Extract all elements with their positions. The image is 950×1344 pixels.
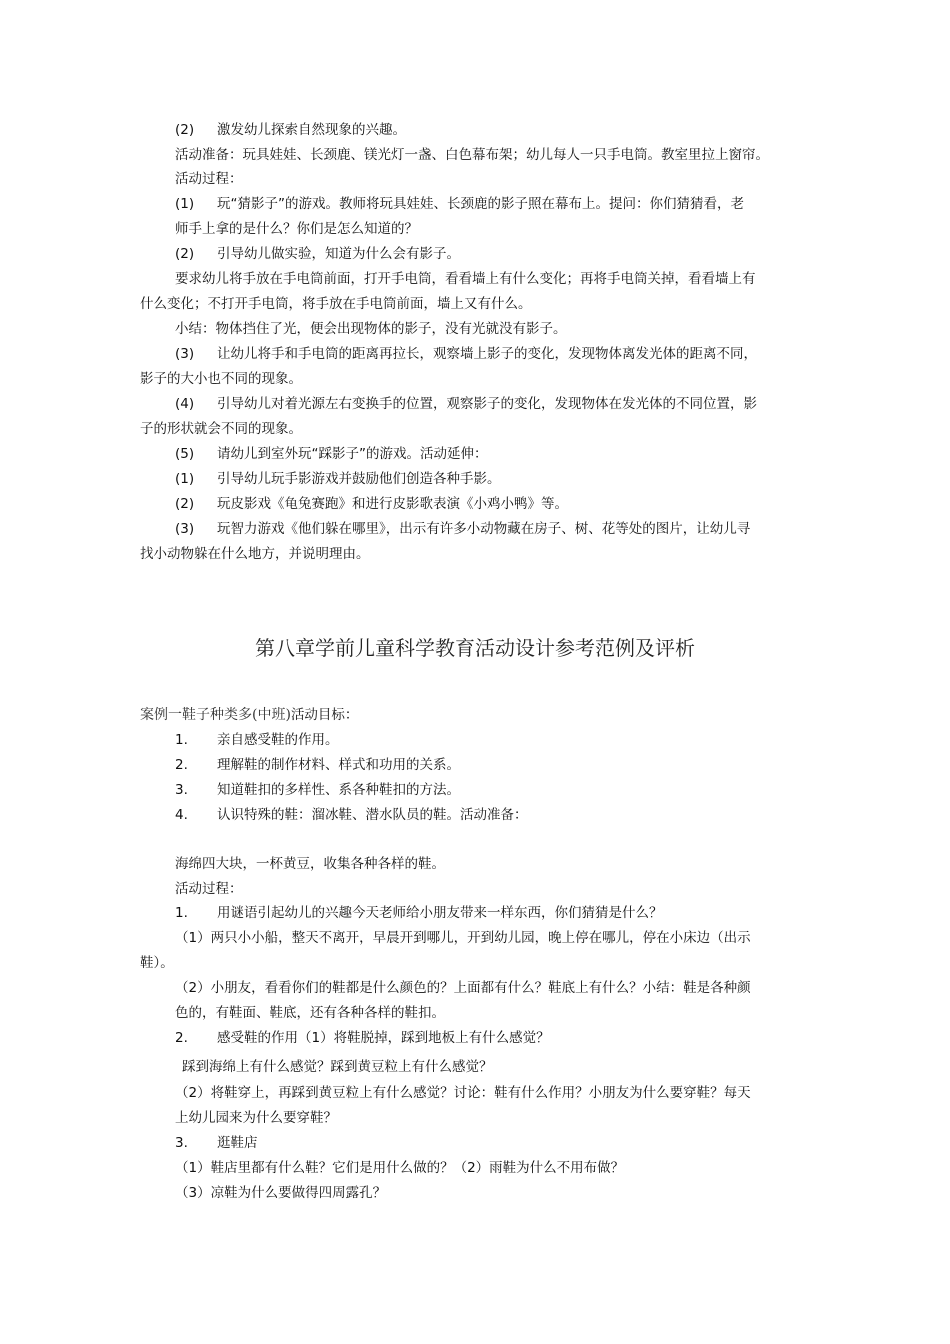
item-text: 亲自感受鞋的作用。 — [217, 732, 339, 748]
paragraph-line — [175, 245, 460, 263]
paragraph-line: （2）将鞋穿上，再踩到黄豆粒上有什么感觉？讨论：鞋有什么作用？小朋友为什么要穿鞋？每天 — [175, 1085, 751, 1101]
list-item — [175, 731, 339, 749]
list-item — [175, 806, 528, 824]
item-text: 知道鞋扣的多样性、系各种鞋扣的方法。 — [217, 782, 460, 798]
item-text: 让幼儿将手和手电筒的距离再拉长，观察墙上影子的变化，发现物体离发光体的距离不同， — [217, 346, 757, 362]
list-item — [175, 781, 460, 799]
paragraph-line: （2）小朋友，看看你们的鞋都是什么颜色的？上面都有什么？鞋底上有什么？小结：鞋是各种颜 — [175, 980, 751, 996]
paragraph-line: （3）凉鞋为什么要做得四周露孔？ — [175, 1185, 387, 1201]
item-text: 玩智力游戏《他们躲在哪里》，出示有许多小动物藏在房子、树、花等处的图片，让幼儿寻 — [217, 521, 751, 537]
paragraph-line — [175, 395, 757, 413]
item-text: 感受鞋的作用（1）将鞋脱掉，踩到地板上有什么感觉？ — [217, 1030, 550, 1046]
paragraph-line — [175, 445, 488, 463]
item-text: 引导幼儿对着光源左右变换手的位置，观察影子的变化，发现物体在发光体的不同位置，影 — [217, 396, 757, 412]
list-item — [175, 1029, 550, 1047]
paragraph-line: 子的形状就会不同的现象。 — [140, 421, 302, 437]
case-heading — [140, 706, 358, 724]
item-number: (3) — [175, 346, 195, 362]
item-number: (4) — [175, 396, 195, 412]
list-item — [175, 904, 663, 922]
item-number: (2) — [175, 246, 195, 262]
item-text: 引导幼儿做实验，知道为什么会有影子。 — [217, 246, 460, 262]
paragraph-line — [175, 470, 501, 488]
item-text: 逛鞋店 — [217, 1135, 258, 1151]
list-item — [175, 756, 460, 774]
item-number: (2) — [175, 122, 195, 138]
paragraph-line: 踩到海绵上有什么感觉？踩到黄豆粒上有什么感觉？ — [182, 1059, 493, 1075]
paragraph-line — [175, 195, 744, 213]
item-text: 理解鞋的制作材料、样式和功用的关系。 — [217, 757, 460, 773]
paragraph-line: 要求幼儿将手放在手电筒前面，打开手电筒，看看墙上有什么变化；再将手电筒关掉，看看墙上有 — [175, 271, 756, 287]
item-text: 用谜语引起幼儿的兴趣今天老师给小朋友带来一样东西，你们猜猜是什么？ — [217, 905, 663, 921]
paragraph-line: 色的，有鞋面、鞋底，还有各种各样的鞋扣。 — [175, 1005, 445, 1021]
paragraph-line — [175, 345, 757, 363]
paragraph-line: （1）鞋店里都有什么鞋？它们是用什么做的？（2）雨鞋为什么不用布做？ — [175, 1160, 625, 1176]
paragraph-line: 活动准备：玩具娃娃、长颈鹿、镁光灯一盏、白色幕布架；幼儿每人一只手电筒。教室里拉上窗帘。 — [175, 147, 769, 163]
item-number: 2. — [175, 757, 188, 773]
list-item — [175, 1134, 258, 1152]
item-number: 1. — [175, 732, 188, 748]
paragraph-line: 影子的大小也不同的现象。 — [140, 371, 302, 387]
paragraph-line: 活动过程： — [175, 881, 243, 897]
item-number: 4. — [175, 807, 188, 823]
paragraph-line: 找小动物躲在什么地方，并说明理由。 — [140, 546, 370, 562]
item-text: 请幼儿到室外玩“踩影子”的游戏。活动延伸： — [217, 446, 488, 462]
item-number: (1) — [175, 196, 195, 212]
paragraph-line: 活动过程： — [175, 171, 243, 187]
paragraph-line: 什么变化；不打开手电筒，将手放在手电筒前面，墙上又有什么。 — [140, 296, 532, 312]
paragraph-line: 小结：物体挡住了光，便会出现物体的影子，没有光就没有影子。 — [175, 321, 567, 337]
item-number: 1. — [175, 905, 188, 921]
item-number: (2) — [175, 496, 195, 512]
case-suffix: 活动目标： — [290, 707, 359, 723]
paragraph-line: 上幼儿园来为什么要穿鞋？ — [175, 1110, 337, 1126]
chapter-title: 第八章学前儿童科学教育活动设计参考范例及评析 — [255, 636, 695, 660]
paragraph-line: 海绵四大块，一杯黄豆，收集各种各样的鞋。 — [175, 856, 445, 872]
paragraph-line — [175, 495, 568, 513]
paragraph-line — [175, 121, 406, 139]
item-text: 玩皮影戏《龟兔赛跑》和进行皮影歌表演《小鸡小鸭》等。 — [217, 496, 568, 512]
item-number: (5) — [175, 446, 195, 462]
case-title: 案例一鞋子种类多(中班) — [140, 707, 291, 723]
item-text: 玩“猜影子”的游戏。教师将玩具娃娃、长颈鹿的影子照在幕布上。提问：你们猜猜看，老 — [217, 196, 744, 212]
item-number: (3) — [175, 521, 195, 537]
item-number: 3. — [175, 1135, 188, 1151]
paragraph-line: 鞋）。 — [140, 955, 174, 971]
paragraph-line: 师手上拿的是什么？你们是怎么知道的？ — [175, 221, 418, 237]
item-number: 2. — [175, 1030, 188, 1046]
item-text: 激发幼儿探索自然现象的兴趣。 — [217, 122, 406, 138]
item-text: 认识特殊的鞋：溜冰鞋、潜水队员的鞋。活动准备： — [217, 807, 528, 823]
paragraph-line — [175, 520, 750, 538]
item-text: 引导幼儿玩手影游戏并鼓励他们创造各种手影。 — [217, 471, 501, 487]
item-number: 3. — [175, 782, 188, 798]
item-number: (1) — [175, 471, 195, 487]
paragraph-line: （1）两只小小船，整天不离开，早晨开到哪儿，开到幼儿园，晚上停在哪儿，停在小床边（出示 — [175, 930, 751, 946]
